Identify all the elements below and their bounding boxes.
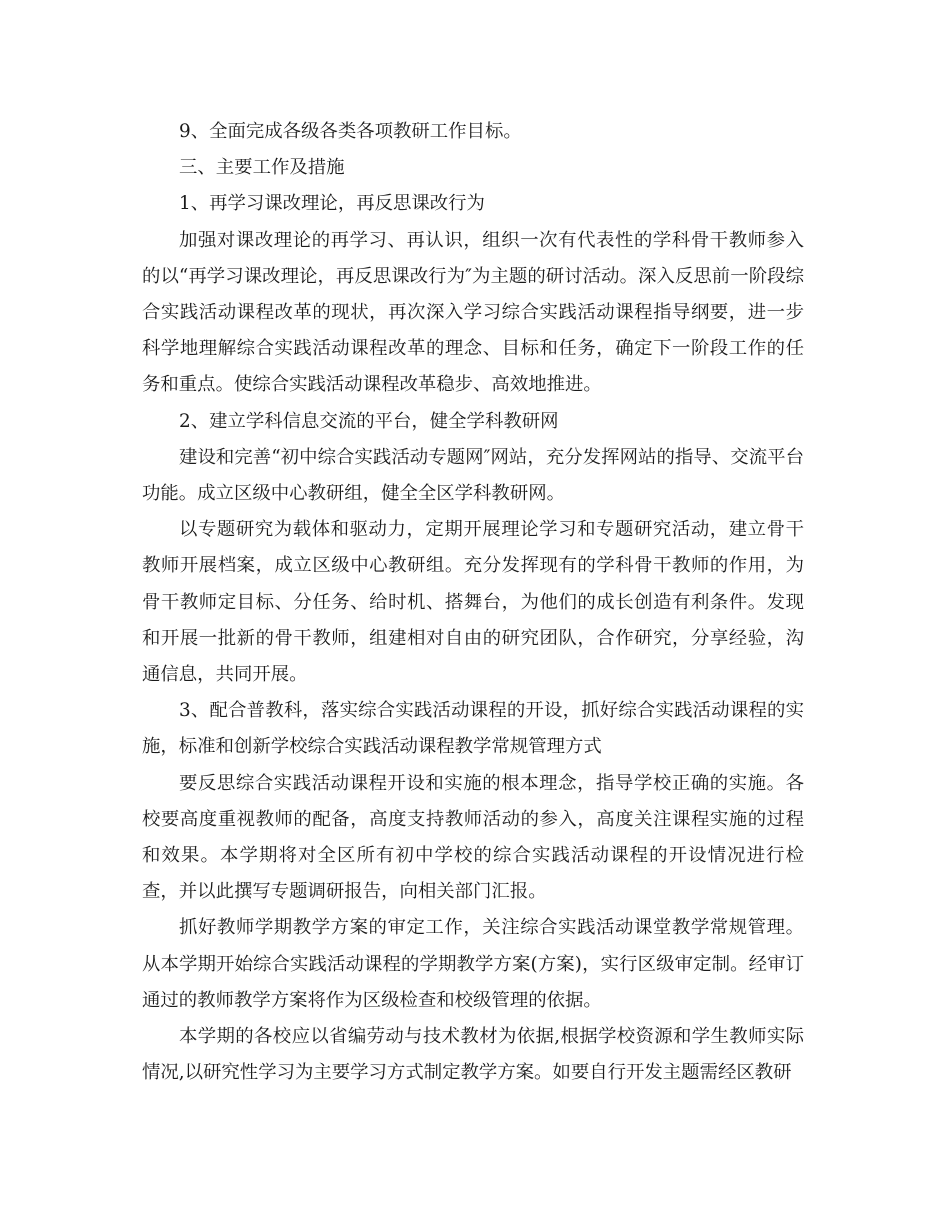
paragraph-2: 建设和完善“初中综合实践活动专题网″网站，充分发挥网站的指导、交流平台功能。成立区级中心教研组，健全全区学科教研网。: [142, 446, 804, 505]
subheading-3: 3、配合普教科，落实综合实践活动课程的开设，抓好综合实践活动课程的实施，标准和创新学校综合实践活动课程教学常规管理方式: [142, 700, 804, 758]
section-heading-main-work: 三、主要工作及措施: [179, 157, 345, 179]
paragraph-4: 要反思综合实践活动课程开设和实施的根本理念，指导学校正确的实施。各校要高度重视教师的配备，高度支持教师活动的参入，高度关注课程实施的过程和效果。本学期将对全区所有初中学校的综合实践活动课程的开设情况进行检查，并以此撰写专题调研报告，向相关部门汇报。: [142, 772, 804, 903]
paragraph-3: 以专题研究为载体和驱动力，定期开展理论学习和专题研究活动，建立骨干教师开展档案，成立区级中心教研组。充分发挥现有的学科骨干教师的作用，为骨干教师定目标、分任务、给时机、搭舞台，为他们的成长创造有利条件。发现和开展一批新的骨干教师，组建相对自由的研究团队，合作研究，分享经验，沟通信息，共同开展。: [142, 519, 804, 686]
paragraph-6: 本学期的各校应以省编劳动与技术教材为依据,根据学校资源和学生教师实际情况,以研究性学习为主要学习方式制定教学方案。如要自行开发主题需经区教研: [142, 1026, 804, 1084]
paragraph-1: 加强对课改理论的再学习、再认识，组织一次有代表性的学科骨干教师参入的以“再学习课改理论，再反思课改行为″为主题的研讨活动。深入反思前一阶段综合实践活动课程改革的现状，再次深入学习综合实践活动课程指导纲要，进一步科学地理解综合实践活动课程改革的理念、目标和任务，确定下一阶段工作的任务和重点。使综合实践活动课程改革稳步、高效地推进。: [142, 229, 804, 396]
paragraph-5: 抓好教师学期教学方案的审定工作，关注综合实践活动课堂教学常规管理。从本学期开始综合实践活动课程的学期教学方案(方案)，实行区级审定制。经审订通过的教师教学方案将作为区级检查和校级管理的依据。: [142, 917, 804, 1011]
goal-item-9: 9、全面完成各级各类各项教研工作目标。: [179, 121, 522, 142]
subheading-1: 1、再学习课改理论，再反思课改行为: [179, 193, 485, 215]
subheading-2: 2、建立学科信息交流的平台，健全学科教研网: [179, 410, 559, 432]
